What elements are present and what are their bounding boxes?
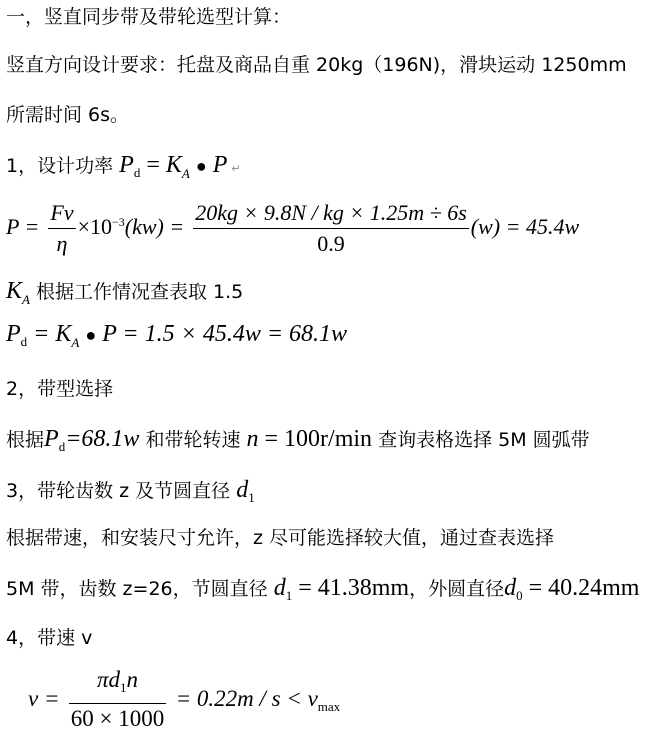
fraction-power-values: $\frac{20kg \times 9.8N / kg \times 1.25m \div 6s}{0.9}$: [195, 199, 467, 256]
ka-line: $K_A$ 根据工作情况查表取 1.5: [6, 278, 244, 307]
step4-heading: 4，带速 v: [6, 627, 93, 649]
requirement-line-2: 所需时间 6s。: [6, 104, 130, 126]
fraction-speed: $\frac{\pi d_1n}{60 \times 1000}$: [70, 667, 165, 731]
belt-speed-formula: v = $\frac{\pi d_1n}{60 \times 1000}$ = $0.22m / s < v_{max}$: [28, 665, 340, 739]
step1-heading: [6, 151, 241, 188]
step1-label: 1，设计功率: [6, 155, 114, 177]
section-title: 一，竖直同步带及带轮选型计算：: [6, 6, 292, 28]
step3-line-1: 根据带速，和安装尺寸允许，z 尽可能选择较大值，通过查表选择: [6, 527, 555, 549]
return-mark: ↵: [231, 162, 241, 175]
power-calculation: P = $\frac{Fv}{\eta}$ $\times 10^{-3}(kw)$ = $\frac{20kg \times 9.8N / kg \times 1.25m \div 6s}{0.9}$ (w) = 45.4w: [6, 192, 579, 259]
belt-type-line: 根据$P_d=68.1w$ 和带轮转速 n = 100r/min 查询表格选择 5M 圆弧带: [6, 426, 590, 454]
pd-result: $P_d = K_A$ ● P = 1.5 × 45.4w = 68.1w: [6, 321, 348, 350]
step3-heading: 3，带轮齿数 z 及节圆直径 $d_1$: [6, 477, 255, 505]
step3-line-2: 5M 带，齿数 z=26，节圆直径 $d_1 = 41.38mm$，外圆直径$d_0 = 40.24mm$: [6, 575, 640, 603]
requirement-line-1: 竖直方向设计要求：托盘及商品自重 20kg（196N)，滑块运动 1250mm: [6, 54, 627, 76]
fraction-fv-eta: $\frac{Fv}{\eta}$: [50, 199, 74, 256]
step2-heading: 2，带型选择: [6, 378, 114, 400]
design-power-formula: $P_d = K_A$ ● P: [119, 152, 228, 181]
